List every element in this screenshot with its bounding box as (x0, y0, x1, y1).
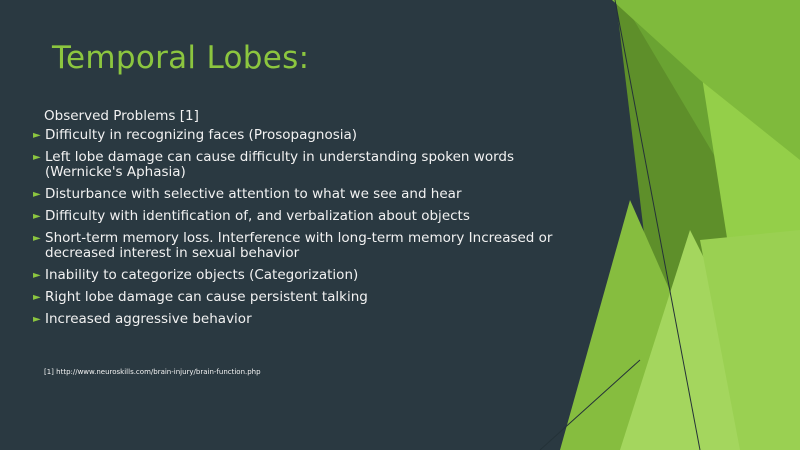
list-item (33, 312, 593, 327)
arrow-bullet-icon: ► (33, 270, 41, 281)
arrow-bullet-icon: ► (33, 292, 41, 303)
bullet-text: Difficulty with identification of, and verbalization about objects (45, 208, 470, 224)
arrow-bullet-icon: ► (33, 233, 41, 244)
list-item (33, 128, 593, 143)
list-item (33, 209, 593, 224)
bullet-text: Left lobe damage can cause difficulty in understanding spoken words (Wernicke's Aphasia) (45, 149, 514, 180)
list-item (33, 150, 593, 180)
bullet-text: Difficulty in recognizing faces (Prosopagnosia) (45, 127, 358, 143)
arrow-bullet-icon: ► (33, 152, 41, 163)
list-item (33, 187, 593, 202)
bullet-text: Inability to categorize objects (Categorization) (45, 267, 359, 283)
bullet-text: Right lobe damage can cause persistent talking (45, 289, 368, 305)
bullet-text: Disturbance with selective attention to what we see and hear (45, 186, 462, 202)
list-item (33, 268, 593, 283)
subheading: Observed Problems [1] (44, 108, 199, 124)
slide-title: Temporal Lobes: (52, 40, 310, 76)
arrow-bullet-icon: ► (33, 314, 41, 325)
list-item (33, 290, 593, 305)
bullet-text: Short-term memory loss. Interference with long-term memory Increased or decreased interest in sexual behavior (45, 230, 553, 261)
footnote-reference: [1] http://www.neuroskills.com/brain-injury/brain-function.php (44, 368, 261, 376)
arrow-bullet-icon: ► (33, 130, 41, 141)
arrow-bullet-icon: ► (33, 189, 41, 200)
bullet-list (33, 128, 593, 334)
list-item (33, 231, 593, 261)
bullet-text: Increased aggressive behavior (45, 311, 252, 327)
arrow-bullet-icon: ► (33, 211, 41, 222)
